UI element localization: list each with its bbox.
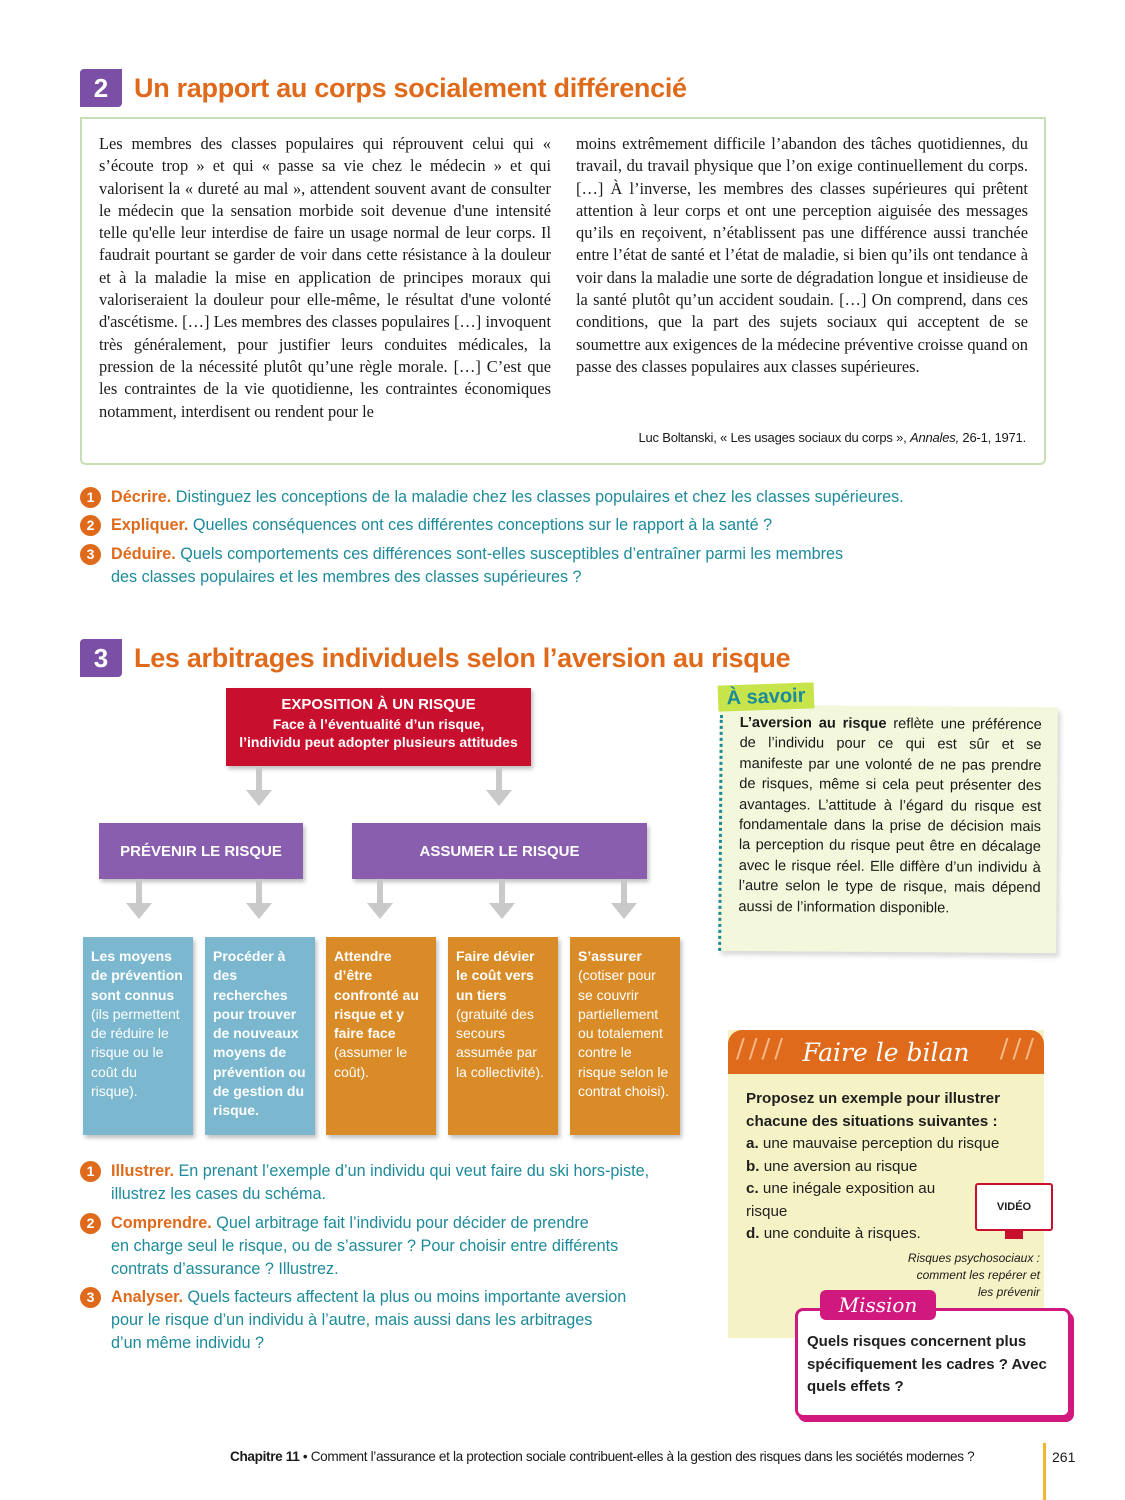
section-2-header [80, 69, 687, 107]
question-number: 1 [80, 1161, 101, 1182]
question-keyword: Illustrer. [111, 1162, 174, 1180]
question-item [80, 1212, 618, 1281]
question-item [80, 543, 843, 589]
question-keyword: Expliquer. [111, 516, 189, 534]
card-text: (gratuité des secours assumée par la collectivité). [456, 1005, 544, 1080]
savoir-term: L’aversion au risque [739, 714, 887, 732]
mission-text: Quels risques concernent plus spécifiquement les cadres ? Avec quels effets ? [807, 1333, 1047, 1395]
bilan-item [746, 1178, 936, 1223]
video-caption[interactable]: Risques psychosociaux : comment les repérer et les prévenir [907, 1251, 1040, 1299]
question-text: Quels facteurs affectent la plus ou moins importante aversion [187, 1288, 627, 1306]
video-monitor-icon[interactable] [975, 1183, 1053, 1231]
document-text-box [80, 117, 1046, 465]
exposure-line: l’individu peut adopter plusieurs attitudes [239, 734, 518, 750]
bilan-intro: Proposez un exemple pour illustrer chacune des situations suivantes : [746, 1090, 1001, 1130]
source-citation [638, 430, 1026, 445]
section-number: 3 [80, 639, 122, 677]
chapter-title: • Comment l’assurance et la protection sociale contribuent-elles à la gestion des risques dans les sociétés modernes ? [299, 1449, 975, 1464]
decorative-slashes: /// [999, 1034, 1038, 1064]
video-label: VIDÉO [996, 1201, 1032, 1213]
question-text-cont: contrats d’assurance ? Illustrez. [111, 1260, 339, 1278]
savoir-box [718, 705, 1058, 953]
savoir-text [738, 713, 1041, 919]
section-number: 2 [80, 69, 122, 107]
question-number: 3 [80, 544, 101, 565]
decorative-slashes: //// [736, 1034, 788, 1064]
card-text: (ils permettent de réduire le risque ou le coût du risque). [91, 1005, 180, 1100]
dotted-border [718, 715, 723, 951]
item-text: une inégale exposition au risque [746, 1180, 936, 1220]
page-footer [230, 1449, 974, 1464]
section-title: Un rapport au corps socialement différencié [134, 72, 687, 103]
diagram-exposure-box [226, 688, 531, 766]
source-author: Luc Boltanski, « Les usages sociaux du corps », [638, 430, 907, 445]
card-bold-text: Les moyens de prévention sont connus [91, 948, 183, 1003]
item-letter: b. [746, 1157, 760, 1175]
item-text: une aversion au risque [759, 1157, 918, 1175]
diagram-prevent-box: PRÉVENIR LE RISQUE [99, 823, 303, 879]
question-keyword: Décrire. [111, 488, 172, 506]
question-text-cont: pour le risque d’un individu à l’autre, mais aussi dans les arbitrages [111, 1311, 593, 1329]
question-number: 2 [80, 1213, 101, 1234]
source-journal: Annales, [910, 430, 959, 445]
question-item [80, 486, 904, 509]
question-text: Quel arbitrage fait l’individu pour décider de prendre [216, 1214, 589, 1232]
diagram-card [83, 937, 193, 1135]
item-letter: c. [746, 1180, 759, 1197]
source-ref: 26-1, 1971. [962, 430, 1026, 445]
question-keyword: Analyser. [111, 1288, 183, 1306]
exposure-title: EXPOSITION À UN RISQUE [281, 696, 476, 713]
card-bold-text: S’assurer [578, 948, 642, 964]
savoir-tag: À savoir [718, 682, 815, 711]
diagram-assume-box: ASSUMER LE RISQUE [352, 823, 647, 879]
question-text-cont: illustrez les cases du schéma. [111, 1185, 327, 1203]
question-text: Quelles conséquences ont ces différentes conceptions sur le rapport à la santé ? [192, 516, 773, 534]
question-number: 2 [80, 515, 101, 536]
card-bold-text: Attendre d’être confronté au risque et y faire face [334, 948, 419, 1042]
text-column-right: moins extrêmement difficile l’abandon des tâches quotidiennes, du travail, du travail physique que l’on exige continuellement du corps. […] À l’inverse, les membres des classes supérieures qui prêtent attention à leur corps et ont une perception aiguisée des messages qu’ils en reçoivent, n’établissent pas une différence aussi tranchée entre l’état de santé et l’état de maladie, si bien qu’ils ont tendance à voir dans la maladie une sorte de dégradation longue et insidieuse de la santé plutôt qu’un accident soudain. […] On comprend, dans ces conditions, que la part des sujets sociaux qui acceptent de se soumettre aux exigences de la médecine préventive croisse quand on passe des classes populaires aux classes supérieures. [576, 134, 1028, 376]
card-text: (cotiser pour se couvrir partiellement ou totalement contre le risque selon le contrat choisi). [578, 967, 670, 1100]
bilan-item [746, 1223, 946, 1246]
item-letter: a. [746, 1135, 759, 1152]
question-keyword: Comprendre. [111, 1214, 212, 1232]
mission-tag: Mission [820, 1290, 936, 1320]
question-item [80, 1286, 626, 1355]
question-text: Quels comportements ces différences sont-elles susceptibles d’entraîner parmi les membres [180, 545, 844, 563]
question-item [80, 514, 772, 537]
diagram-card [205, 937, 315, 1135]
diagram-card [326, 937, 436, 1135]
section-title: Les arbitrages individuels selon l’aversion au risque [134, 642, 791, 673]
mission-box [795, 1308, 1071, 1418]
question-number: 3 [80, 1287, 101, 1308]
item-letter: d. [746, 1225, 760, 1242]
question-text-cont: des classes populaires et les membres des classes supérieures ? [111, 568, 582, 586]
question-number: 1 [80, 487, 101, 508]
section-3-header [80, 639, 790, 677]
bilan-title: Faire le bilan [802, 1037, 970, 1067]
card-bold-text: Procéder à des recherches pour trouver de nouveaux moyens de prévention ou de gestion du risque. [213, 948, 306, 1119]
page-number: 261 [1052, 1449, 1076, 1465]
chapter-label: Chapitre 11 [230, 1449, 300, 1464]
question-item [80, 1160, 649, 1206]
diagram-card [448, 937, 558, 1135]
bilan-item [746, 1133, 1036, 1156]
bilan-item [746, 1156, 946, 1179]
question-keyword: Déduire. [111, 545, 176, 563]
card-text: (assumer le coût). [334, 1044, 408, 1080]
exposure-line: Face à l’éventualité d’un risque, [272, 715, 485, 732]
item-text: une conduite à risques. [759, 1225, 921, 1242]
question-text-cont: en charge seul le risque, ou de s’assurer ? Pour choisir entre différents [111, 1237, 619, 1255]
question-text: Distinguez les conceptions de la maladie chez les classes populaires et chez les classes supérieures. [175, 488, 904, 506]
bilan-list [746, 1133, 1000, 1246]
item-text: une mauvaise perception du risque [758, 1135, 1000, 1152]
bilan-header [728, 1030, 1044, 1074]
savoir-definition: reflète une préférence de l’individu pour ce qui est sûr et se manifeste par une volonté de ne pas prendre de risques, même si cela peut présenter des avantages. L’attitude à l’égard du risque est fondamentale dans la prise de décision mais la perception du risque peut être en décalage avec le risque réel. Elle diffère d’un individu à l’autre selon le type de risque, mais dépend aussi de l’information disponible. [738, 715, 1042, 917]
question-text: En prenant l’exemple d’un individu qui veut faire du ski hors-piste, [178, 1162, 650, 1180]
card-bold-text: Faire dévier le coût vers un tiers [456, 948, 535, 1003]
footer-divider [1043, 1443, 1046, 1500]
text-column-left: Les membres des classes populaires qui réprouvent celui qui « s’écoute trop » et qui « passe sa vie chez le médecin » et qui valorisent la « dureté au mal », attendent souvent avant de consulter le médecin que la sensation morbide soit devenue d'une intensité telle qu'elle leur interdise de faire un usage normal de leur corps. Il faudrait pourtant se garder de voir dans cette résistance à la douleur et à la maladie la mise en application de principes moraux qui valoriseraient la douleur pour elle-même, le résultat d'une volonté d'ascétisme. […] Les membres des classes populaires […] invoquent très généralement, pour justifier leurs conduites médicales, la pression de la nécessité plutôt qu’une règle morale. […] C’est que les contraintes de la vie quotidienne, les contraintes économiques notamment, interdisent ou rendent pour le [99, 134, 551, 421]
question-text-cont: d’un même individu ? [111, 1334, 264, 1352]
diagram-card [570, 937, 680, 1135]
